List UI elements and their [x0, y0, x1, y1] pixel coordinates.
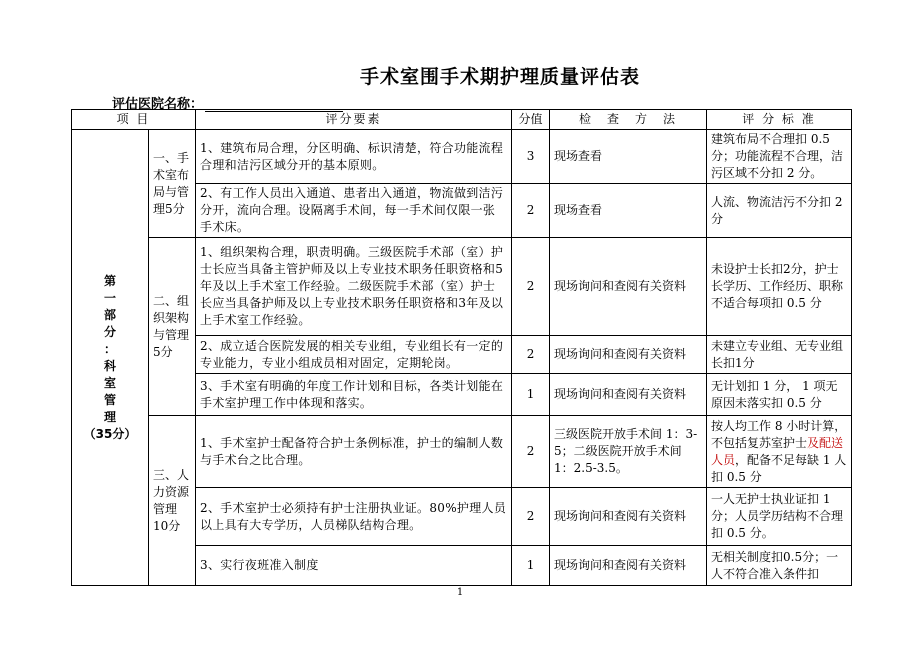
- part-one-label: 第 一 部 分 ： 科 室 管 理 （35分）: [72, 130, 149, 586]
- page-number: 1: [456, 587, 464, 598]
- standard-cell: 未建立专业组、无专业组长扣1分: [707, 336, 852, 374]
- section-organization-label: 二、组织架构与管理5分: [149, 238, 196, 416]
- criteria-cell: 3、手术室有明确的年度工作计划和目标，各类计划能在手术室护理工作中体现和落实。: [196, 374, 512, 416]
- header-standard: 评 分 标 准: [707, 110, 852, 130]
- header-score: 分值: [512, 110, 550, 130]
- highlighted-text: 及配送人员: [711, 435, 844, 467]
- criteria-cell: 1、组织架构合理，职责明确。三级医院手术部（室）护士长应当具备主管护师及以上专业技术职务任职资格和5年及以上手术室工作经验。二级医院手术部（室）护士长应当具备护师及以上专业技术职务任职资格和3年及以上手术室工作经验。: [196, 238, 512, 336]
- score-cell: 1: [512, 546, 550, 586]
- standard-cell: 按人均工作 8 小时计算，不包括复苏室护士及配送人员，配备不足每缺 1 人扣 0.5 分: [707, 416, 852, 488]
- hospital-name-label: 评估医院名称：: [112, 97, 204, 112]
- section-hr-label: 三、人力资源管理10分: [149, 416, 196, 586]
- method-cell: 现场询问和查阅有关资料: [550, 546, 707, 586]
- table-header-row: [72, 110, 852, 130]
- method-cell: 现场查看: [550, 130, 707, 184]
- score-cell: 3: [512, 130, 550, 184]
- method-cell: 三级医院开放手术间 1：3-5；二级医院开放手术间 1：2.5-3.5。: [550, 416, 707, 488]
- method-cell: 现场询问和查阅有关资料: [550, 488, 707, 546]
- score-cell: 2: [512, 336, 550, 374]
- header-criteria: 评分要素: [196, 110, 512, 130]
- method-cell: 现场询问和查阅有关资料: [550, 336, 707, 374]
- table-row: [72, 238, 852, 336]
- header-project: 项 目: [72, 110, 196, 130]
- score-cell: 2: [512, 416, 550, 488]
- criteria-cell: 3、实行夜班准入制度: [196, 546, 512, 586]
- standard-cell: 未设护士长扣2分，护士长学历、工作经历、职称不适合每项扣 0.5 分: [707, 238, 852, 336]
- score-cell: 2: [512, 488, 550, 546]
- score-cell: 1: [512, 374, 550, 416]
- criteria-cell: 2、成立适合医院发展的相关专业组，专业组长有一定的专业能力，专业小组成员相对固定，定期轮岗。: [196, 336, 512, 374]
- table-row: [72, 416, 852, 488]
- criteria-cell: 1、手术室护士配备符合护士条例标准，护士的编制人数与手术台之比合理。: [196, 416, 512, 488]
- standard-cell: 无计划扣 1 分， 1 项无原因未落实扣 0.5 分: [707, 374, 852, 416]
- criteria-cell: 2、手术室护士必须持有护士注册执业证。80%护理人员以上具有大专学历，人员梯队结构合理。: [196, 488, 512, 546]
- score-cell: 2: [512, 184, 550, 238]
- standard-cell: 人流、物流洁污不分扣 2 分: [707, 184, 852, 238]
- table-row: [72, 130, 852, 184]
- method-cell: 现场询问和查阅有关资料: [550, 374, 707, 416]
- assessment-table: [71, 109, 852, 586]
- criteria-cell: 2、有工作人员出入通道、患者出入通道，物流做到洁污分开，流向合理。设隔离手术间，每一手术间仅限一张手术床。: [196, 184, 512, 238]
- method-cell: 现场询问和查阅有关资料: [550, 238, 707, 336]
- section-layout-label: 一、手术室布局与管理5分: [149, 130, 196, 238]
- score-cell: 2: [512, 238, 550, 336]
- criteria-cell: 1、建筑布局合理，分区明确、标识清楚，符合功能流程合理和洁污区域分开的基本原则。: [196, 130, 512, 184]
- standard-cell: 无相关制度扣0.5分；一人不符合准入条件扣: [707, 546, 852, 586]
- standard-cell: 建筑布局不合理扣 0.5 分；功能流程不合理，洁污区域不分扣 2 分。: [707, 130, 852, 184]
- header-method: 检 查 方 法: [550, 110, 707, 130]
- page-title: 手术室围手术期护理质量评估表: [359, 66, 640, 88]
- method-cell: 现场查看: [550, 184, 707, 238]
- standard-cell: 一人无护士执业证扣 1 分；人员学历结构不合理扣 0.5 分。: [707, 488, 852, 546]
